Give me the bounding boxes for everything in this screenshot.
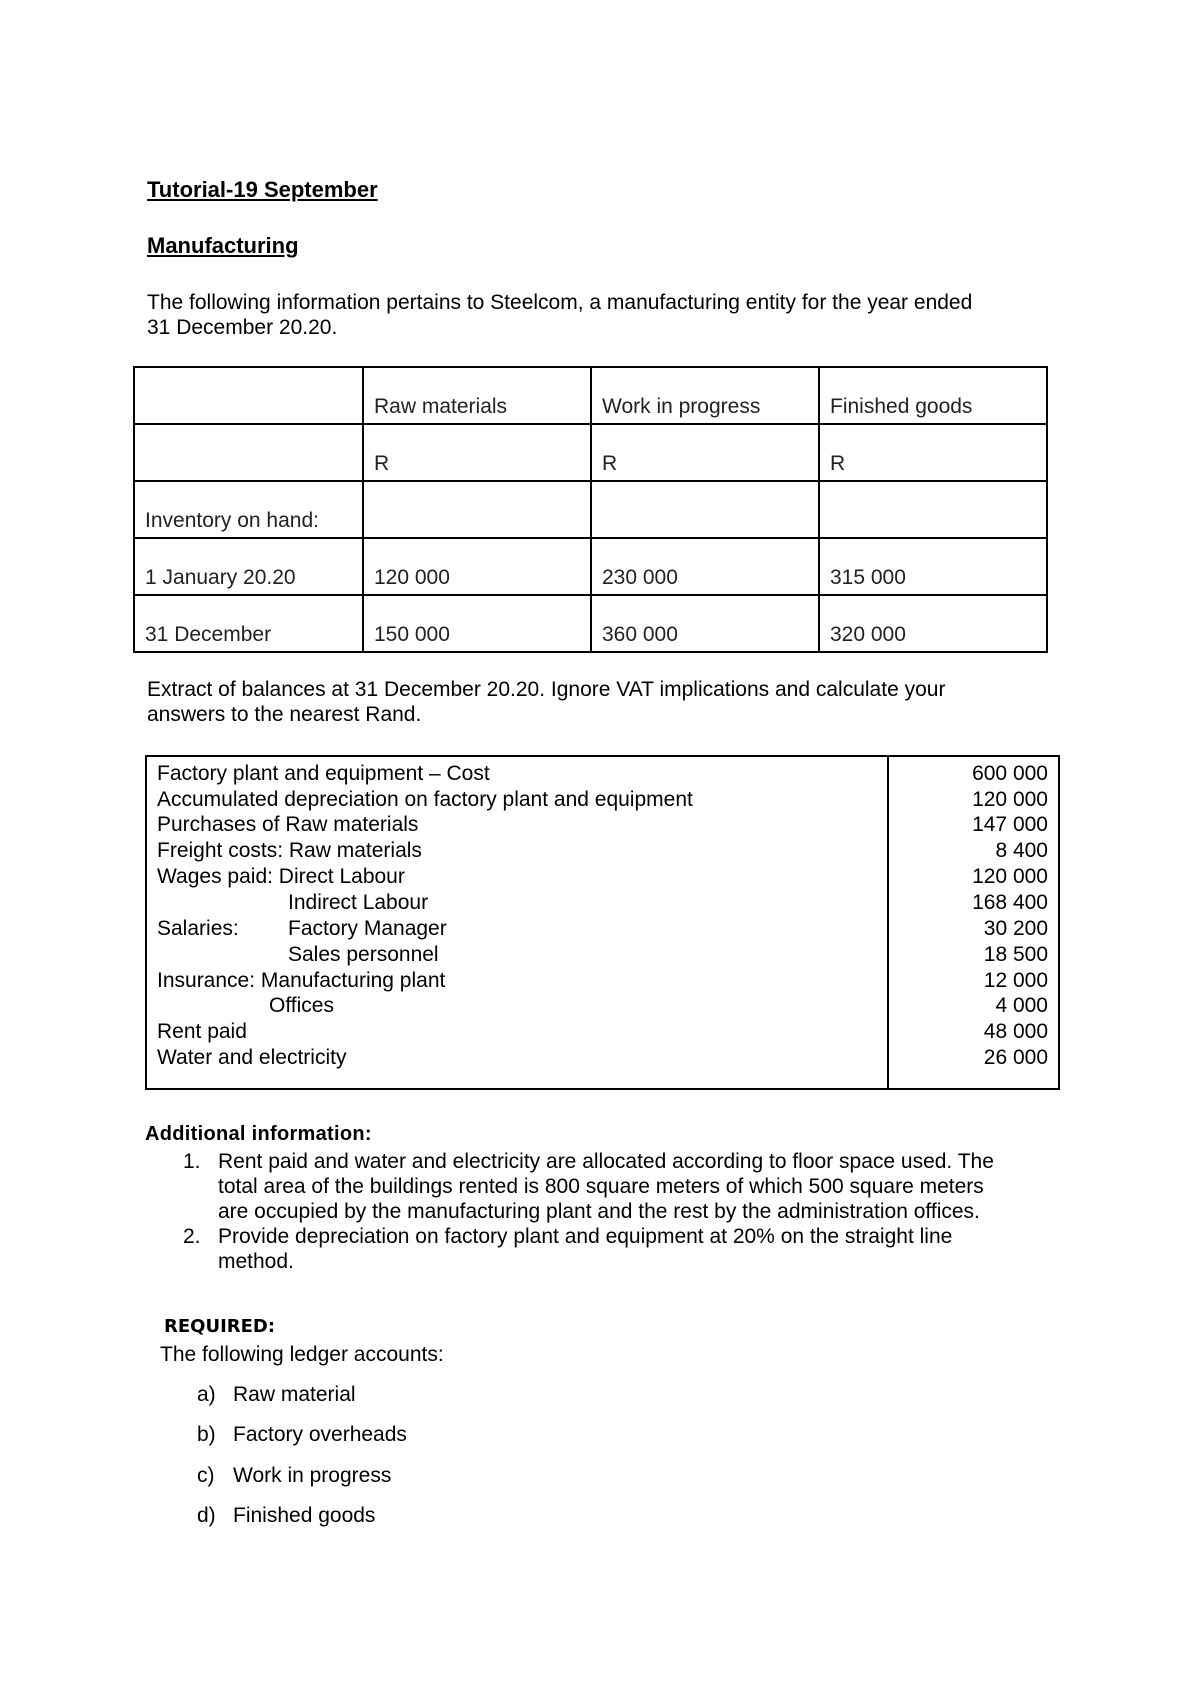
list-number: 2.	[183, 1225, 201, 1248]
balance-amount: 8 400	[995, 839, 1048, 862]
table-cell: 315 000	[819, 538, 1047, 595]
table-row	[147, 762, 1058, 788]
table-row	[147, 943, 1058, 969]
balance-amount: 4 000	[995, 994, 1048, 1017]
list-letter: c)	[197, 1464, 215, 1487]
table-header-cell: Work in progress	[591, 367, 819, 424]
balance-label: Insurance: Manufacturing plant	[157, 969, 446, 992]
page-title: Tutorial-19 September	[147, 177, 378, 202]
table-row	[134, 595, 1047, 652]
balance-amount: 120 000	[972, 865, 1048, 888]
table-cell: 320 000	[819, 595, 1047, 652]
table-cell	[819, 481, 1047, 538]
intro-paragraph	[147, 290, 972, 340]
inventory-table	[133, 366, 1048, 653]
table-row	[147, 917, 1058, 943]
balance-amount: 30 200	[983, 917, 1048, 940]
table-cell: 230 000	[591, 538, 819, 595]
table-row	[147, 865, 1058, 891]
extract-line: Extract of balances at 31 December 20.20. Ignore VAT implications and calculate your	[147, 678, 946, 701]
list-line: total area of the buildings rented is 800 square meters of which 500 square meters	[218, 1175, 984, 1198]
list-line: Provide depreciation on factory plant and equipment at 20% on the straight line	[218, 1225, 953, 1248]
balance-amount: 120 000	[972, 788, 1048, 811]
balance-label: Sales personnel	[288, 943, 439, 966]
table-cell: 360 000	[591, 595, 819, 652]
table-row	[147, 788, 1058, 814]
section-heading: Manufacturing	[147, 233, 299, 258]
list-item	[197, 1504, 375, 1528]
table-cell: 120 000	[363, 538, 591, 595]
balance-sublabel: Factory Manager	[288, 917, 447, 940]
additional-info-list	[145, 1149, 1075, 1274]
list-label: Work in progress	[233, 1464, 392, 1487]
table-row	[147, 1020, 1058, 1046]
table-row	[147, 839, 1058, 865]
list-item	[197, 1383, 356, 1407]
table-row	[134, 538, 1047, 595]
table-row	[147, 813, 1058, 839]
required-heading: REQUIRED:	[164, 1316, 276, 1337]
table-cell: Inventory on hand:	[134, 481, 363, 538]
balance-label: Offices	[269, 994, 334, 1017]
table-row	[147, 891, 1058, 917]
extract-line: answers to the nearest Rand.	[147, 703, 422, 726]
balance-label: Salaries:	[157, 917, 239, 940]
table-header-cell: Raw materials	[363, 367, 591, 424]
balances-table	[145, 755, 1060, 1090]
balance-amount: 168 400	[972, 891, 1048, 914]
balance-label: Rent paid	[157, 1020, 247, 1043]
table-cell: R	[363, 424, 591, 481]
list-line: method.	[218, 1250, 294, 1273]
table-cell: R	[591, 424, 819, 481]
additional-info-heading: Additional information:	[145, 1123, 372, 1145]
list-label: Raw material	[233, 1383, 356, 1406]
balance-amount: 147 000	[972, 813, 1048, 836]
balance-amount: 600 000	[972, 762, 1048, 785]
balance-label: Indirect Labour	[288, 891, 429, 914]
required-intro: The following ledger accounts:	[160, 1343, 444, 1366]
intro-line: 31 December 20.20.	[147, 316, 338, 339]
list-number: 1.	[183, 1150, 201, 1173]
balance-label: Factory plant and equipment – Cost	[157, 762, 490, 785]
balance-amount: 48 000	[983, 1020, 1048, 1043]
list-item	[145, 1224, 1075, 1274]
table-cell: 1 January 20.20	[134, 538, 363, 595]
table-units-row	[134, 424, 1047, 481]
list-item	[197, 1464, 391, 1488]
balance-amount: 12 000	[983, 969, 1048, 992]
list-line: Rent paid and water and electricity are allocated according to floor space used. The	[218, 1150, 994, 1173]
table-cell: R	[819, 424, 1047, 481]
balance-label: Wages paid: Direct Labour	[157, 865, 405, 888]
table-cell: 150 000	[363, 595, 591, 652]
table-cell	[134, 367, 363, 424]
table-cell: 31 December	[134, 595, 363, 652]
list-letter: d)	[197, 1504, 216, 1527]
table-header-cell: Finished goods	[819, 367, 1047, 424]
list-letter: b)	[197, 1423, 216, 1446]
table-cell	[363, 481, 591, 538]
table-row	[147, 994, 1058, 1020]
intro-line: The following information pertains to Steelcom, a manufacturing entity for the year ended	[147, 291, 973, 314]
table-header-row	[134, 367, 1047, 424]
table-row	[134, 481, 1047, 538]
balance-label: Water and electricity	[157, 1046, 347, 1069]
table-cell	[134, 424, 363, 481]
list-line: are occupied by the manufacturing plant and the rest by the administration offices.	[218, 1200, 980, 1223]
balance-label: Accumulated depreciation on factory plant and equipment	[157, 788, 693, 811]
list-item	[145, 1149, 1075, 1224]
list-item	[197, 1423, 407, 1447]
list-letter: a)	[197, 1383, 216, 1406]
table-row	[147, 969, 1058, 995]
list-label: Finished goods	[233, 1504, 376, 1527]
table-cell	[591, 481, 819, 538]
list-label: Factory overheads	[233, 1423, 407, 1446]
balance-label: Purchases of Raw materials	[157, 813, 419, 836]
balance-amount: 18 500	[983, 943, 1048, 966]
balance-amount: 26 000	[983, 1046, 1048, 1069]
extract-paragraph	[147, 677, 945, 727]
table-row	[147, 1046, 1058, 1072]
balance-label: Freight costs: Raw materials	[157, 839, 422, 862]
